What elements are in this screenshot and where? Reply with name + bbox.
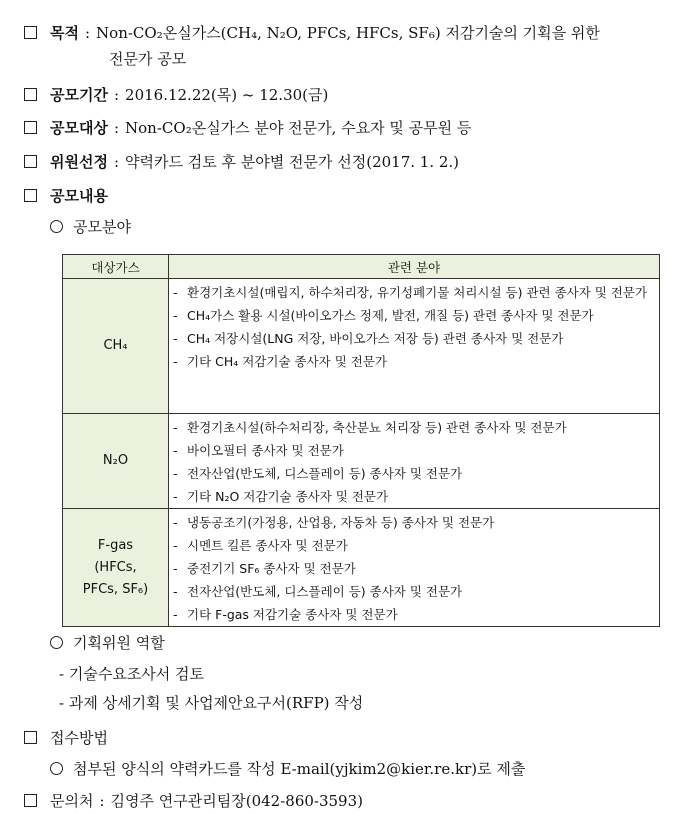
sub-field-heading: 공모분야 bbox=[73, 218, 131, 236]
checkbox-square-icon bbox=[24, 155, 37, 168]
field-item: - 기타 N₂O 저감기술 종사자 및 전문가 bbox=[173, 485, 651, 508]
gas-name-line: F-gas bbox=[97, 537, 134, 553]
contact-value: 김영주 연구관리팀장(042-860-3593) bbox=[110, 792, 364, 810]
field-item: - 기타 F-gas 저감기술 종사자 및 전문가 bbox=[173, 603, 651, 626]
field-item: - 전자산업(반도체, 디스플레이 등) 종사자 및 전문가 bbox=[173, 462, 651, 485]
role-heading: 기획위원 역할 bbox=[73, 634, 165, 652]
checkbox-square-icon bbox=[24, 794, 37, 807]
circle-bullet-icon bbox=[50, 636, 63, 649]
table-row bbox=[63, 509, 660, 627]
checkbox-square-icon bbox=[24, 26, 37, 39]
field-item: - 냉동공조기(가정용, 산업용, 자동차 등) 종사자 및 전문가 bbox=[173, 511, 651, 534]
gas-name: CH₄ bbox=[103, 338, 128, 353]
related-fields-cell bbox=[169, 414, 660, 509]
field-item: - 환경기초시설(하수처리장, 축산분뇨 처리장 등) 관련 종사자 및 전문가 bbox=[173, 416, 651, 439]
circle-bullet-icon bbox=[50, 220, 63, 233]
role-item: - 과제 상세기획 및 사업제안요구서(RFP) 작성 bbox=[59, 694, 364, 712]
field-item: - 바이오필터 종사자 및 전문가 bbox=[173, 439, 651, 462]
period-label: 공모기간 bbox=[50, 86, 108, 104]
purpose-value-continued: 전문가 공모 bbox=[109, 50, 187, 68]
purpose-label: 목적 bbox=[50, 24, 79, 42]
purpose-value: Non-CO₂온실가스(CH₄, N₂O, PFCs, HFCs, SF₆) 저감기술의 기획을 위한 bbox=[96, 24, 600, 42]
selection-value: 약력카드 검토 후 분야별 전문가 선정(2017. 1. 2.) bbox=[125, 153, 460, 171]
field-item: - 기타 CH₄ 저감기술 종사자 및 전문가 bbox=[173, 350, 651, 373]
gas-name-cell bbox=[63, 509, 169, 627]
submission-detail: 첨부된 양식의 약력카드를 작성 E-mail(yjkim2@kier.re.kr)로 제출 bbox=[73, 760, 526, 778]
field-item: - 전자산업(반도체, 디스플레이 등) 종사자 및 전문가 bbox=[173, 580, 651, 603]
checkbox-square-icon bbox=[24, 88, 37, 101]
checkbox-square-icon bbox=[24, 731, 37, 744]
checkbox-square-icon bbox=[24, 189, 37, 202]
gas-field-table bbox=[62, 254, 660, 627]
target-label: 공모대상 bbox=[50, 119, 108, 137]
gas-name-line: (HFCs, bbox=[94, 559, 137, 575]
header-target-gas: 대상가스 bbox=[63, 255, 169, 279]
field-item: - 환경기초시설(매립지, 하수처리장, 유기성폐기물 처리시설 등) 관련 종사자 및 전문가 bbox=[173, 281, 651, 304]
gas-name-cell bbox=[63, 279, 169, 414]
field-item: - CH₄ 저장시설(LNG 저장, 바이오가스 저장 등) 관련 종사자 및 전문가 bbox=[173, 327, 651, 350]
selection-label: 위원선정 bbox=[50, 153, 108, 171]
table-row bbox=[63, 279, 660, 414]
field-item: - 중전기기 SF₆ 종사자 및 전문가 bbox=[173, 557, 651, 580]
gas-name: N₂O bbox=[102, 453, 129, 468]
header-related-field: 관련 분야 bbox=[169, 255, 660, 279]
field-item: - CH₄가스 활용 시설(바이오가스 정제, 발전, 개질 등) 관련 종사자 및 전문가 bbox=[173, 304, 651, 327]
table-header-row bbox=[63, 255, 660, 279]
content-label: 공모내용 bbox=[50, 187, 108, 205]
role-item: - 기술수요조사서 검토 bbox=[59, 665, 205, 683]
related-fields-cell bbox=[169, 509, 660, 627]
circle-bullet-icon bbox=[50, 762, 63, 775]
table-row bbox=[63, 414, 660, 509]
gas-name-line: PFCs, SF₆) bbox=[82, 581, 149, 597]
checkbox-square-icon bbox=[24, 121, 37, 134]
contact-label: 문의처 bbox=[50, 792, 94, 810]
gas-name-cell bbox=[63, 414, 169, 509]
submission-label: 접수방법 bbox=[50, 729, 108, 747]
period-value: 2016.12.22(목) ~ 12.30(금) bbox=[125, 86, 329, 104]
field-item: - 시멘트 킬른 종사자 및 전문가 bbox=[173, 534, 651, 557]
related-fields-cell bbox=[169, 279, 660, 414]
target-value: Non-CO₂온실가스 분야 전문가, 수요자 및 공무원 등 bbox=[125, 119, 472, 137]
